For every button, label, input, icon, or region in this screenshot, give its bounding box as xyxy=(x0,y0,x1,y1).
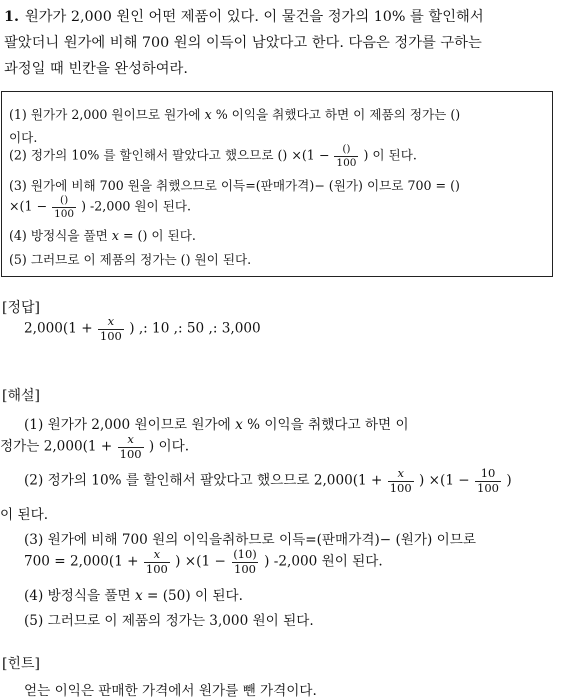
hint-tag: [힌트] xyxy=(2,656,40,672)
explanation-line-5: (3) 원가에 비해 700 원의 이익을취하므로 이득=(판매가격)− (원가) 이므로 xyxy=(24,532,477,548)
var-x: x xyxy=(204,107,212,122)
var-x: x xyxy=(135,588,143,604)
steps-box xyxy=(1,91,553,277)
answer-line: 2,000(1 + $\frac{x}{100}$ ) ,: 10 ,: 50 ,: 3,000 xyxy=(24,314,261,343)
fraction: $\frac{()}{100}$ xyxy=(54,194,75,220)
fraction: $\frac{10}{100}$ xyxy=(477,466,499,495)
step-3-line: (3) 원가에 비해 700 원을 취했으므로 이득=(판매가격)− (원가) 이므로 700 = () xyxy=(9,178,460,193)
problem-number: 1. xyxy=(4,9,19,25)
problem-line-2: 팔았더니 원가에 비해 700 원의 이득이 남았다고 한다. 다음은 정가를 구하는 xyxy=(4,35,482,51)
explanation-tag: [해설] xyxy=(2,388,40,404)
fraction: $\frac{(10)}{100}$ xyxy=(233,547,257,576)
fraction: $\frac{x}{100}$ xyxy=(99,314,122,343)
step-5-line: (5) 그러므로 이 제품의 정가는 () 원이 된다. xyxy=(9,252,252,267)
explanation-line-3: (2) 정가의 10% 를 할인해서 팔았다고 했으므로 2,000(1 + $\frac{x}{100}$ ) ×(1 − $\frac{10}{100}$ ) xyxy=(24,466,512,495)
explanation-line-4: 이 된다. xyxy=(0,507,49,523)
var-x: x xyxy=(111,228,119,243)
explanation-line-7: (4) 방정식을 풀면 x = (50) 이 된다. xyxy=(24,588,243,604)
step-2-line: (2) 정가의 10% 를 할인해서 팔았다고 했으므로 () ×(1 − $\frac{()}{100}$ ) 이 된다. xyxy=(9,143,417,169)
step-4-line: (4) 방정식을 풀면 x = () 이 된다. xyxy=(9,228,196,243)
explanation-line-6: 700 = 2,000(1 + $\frac{x}{100}$ ) ×(1 − $\frac{(10)}{100}$ ) -2,000 원이 된다. xyxy=(24,547,383,576)
hint-text: 얻는 이익은 판매한 가격에서 원가를 뺀 가격이다. xyxy=(24,683,317,699)
explanation-line-8: (5) 그러므로 이 제품의 정가는 3,000 원이 된다. xyxy=(24,613,314,629)
step-1-line: (1) 원가가 2,000 원이므로 원가에 x % 이익을 취했다고 하면 이 제품의 정가는 () xyxy=(9,107,461,122)
fraction: $\frac{()}{100}$ xyxy=(336,143,357,169)
problem-line-1 xyxy=(4,6,484,26)
fraction: $\frac{x}{100}$ xyxy=(389,466,412,495)
problem-text-1: 원가가 2,000 원인 어떤 제품이 있다. 이 물건을 정가의 10% 를 할인해서 xyxy=(24,9,484,25)
fraction: $\frac{x}{100}$ xyxy=(119,432,142,461)
explanation-line-1: (1) 원가가 2,000 원이므로 원가에 x % 이익을 취했다고 하면 이 xyxy=(24,417,409,433)
explanation-line-2: 정가는 2,000(1 + $\frac{x}{100}$ ) 이다. xyxy=(0,432,190,461)
step-1-cont: 이다. xyxy=(9,130,38,145)
step-3-cont: ×(1 − $\frac{()}{100}$ ) -2,000 원이 된다. xyxy=(9,194,192,220)
problem-line-3: 과정일 때 빈칸을 완성하여라. xyxy=(4,61,188,77)
fraction: $\frac{x}{100}$ xyxy=(145,547,168,576)
var-x: x xyxy=(235,417,243,433)
answer-tag: [정답] xyxy=(2,300,40,316)
